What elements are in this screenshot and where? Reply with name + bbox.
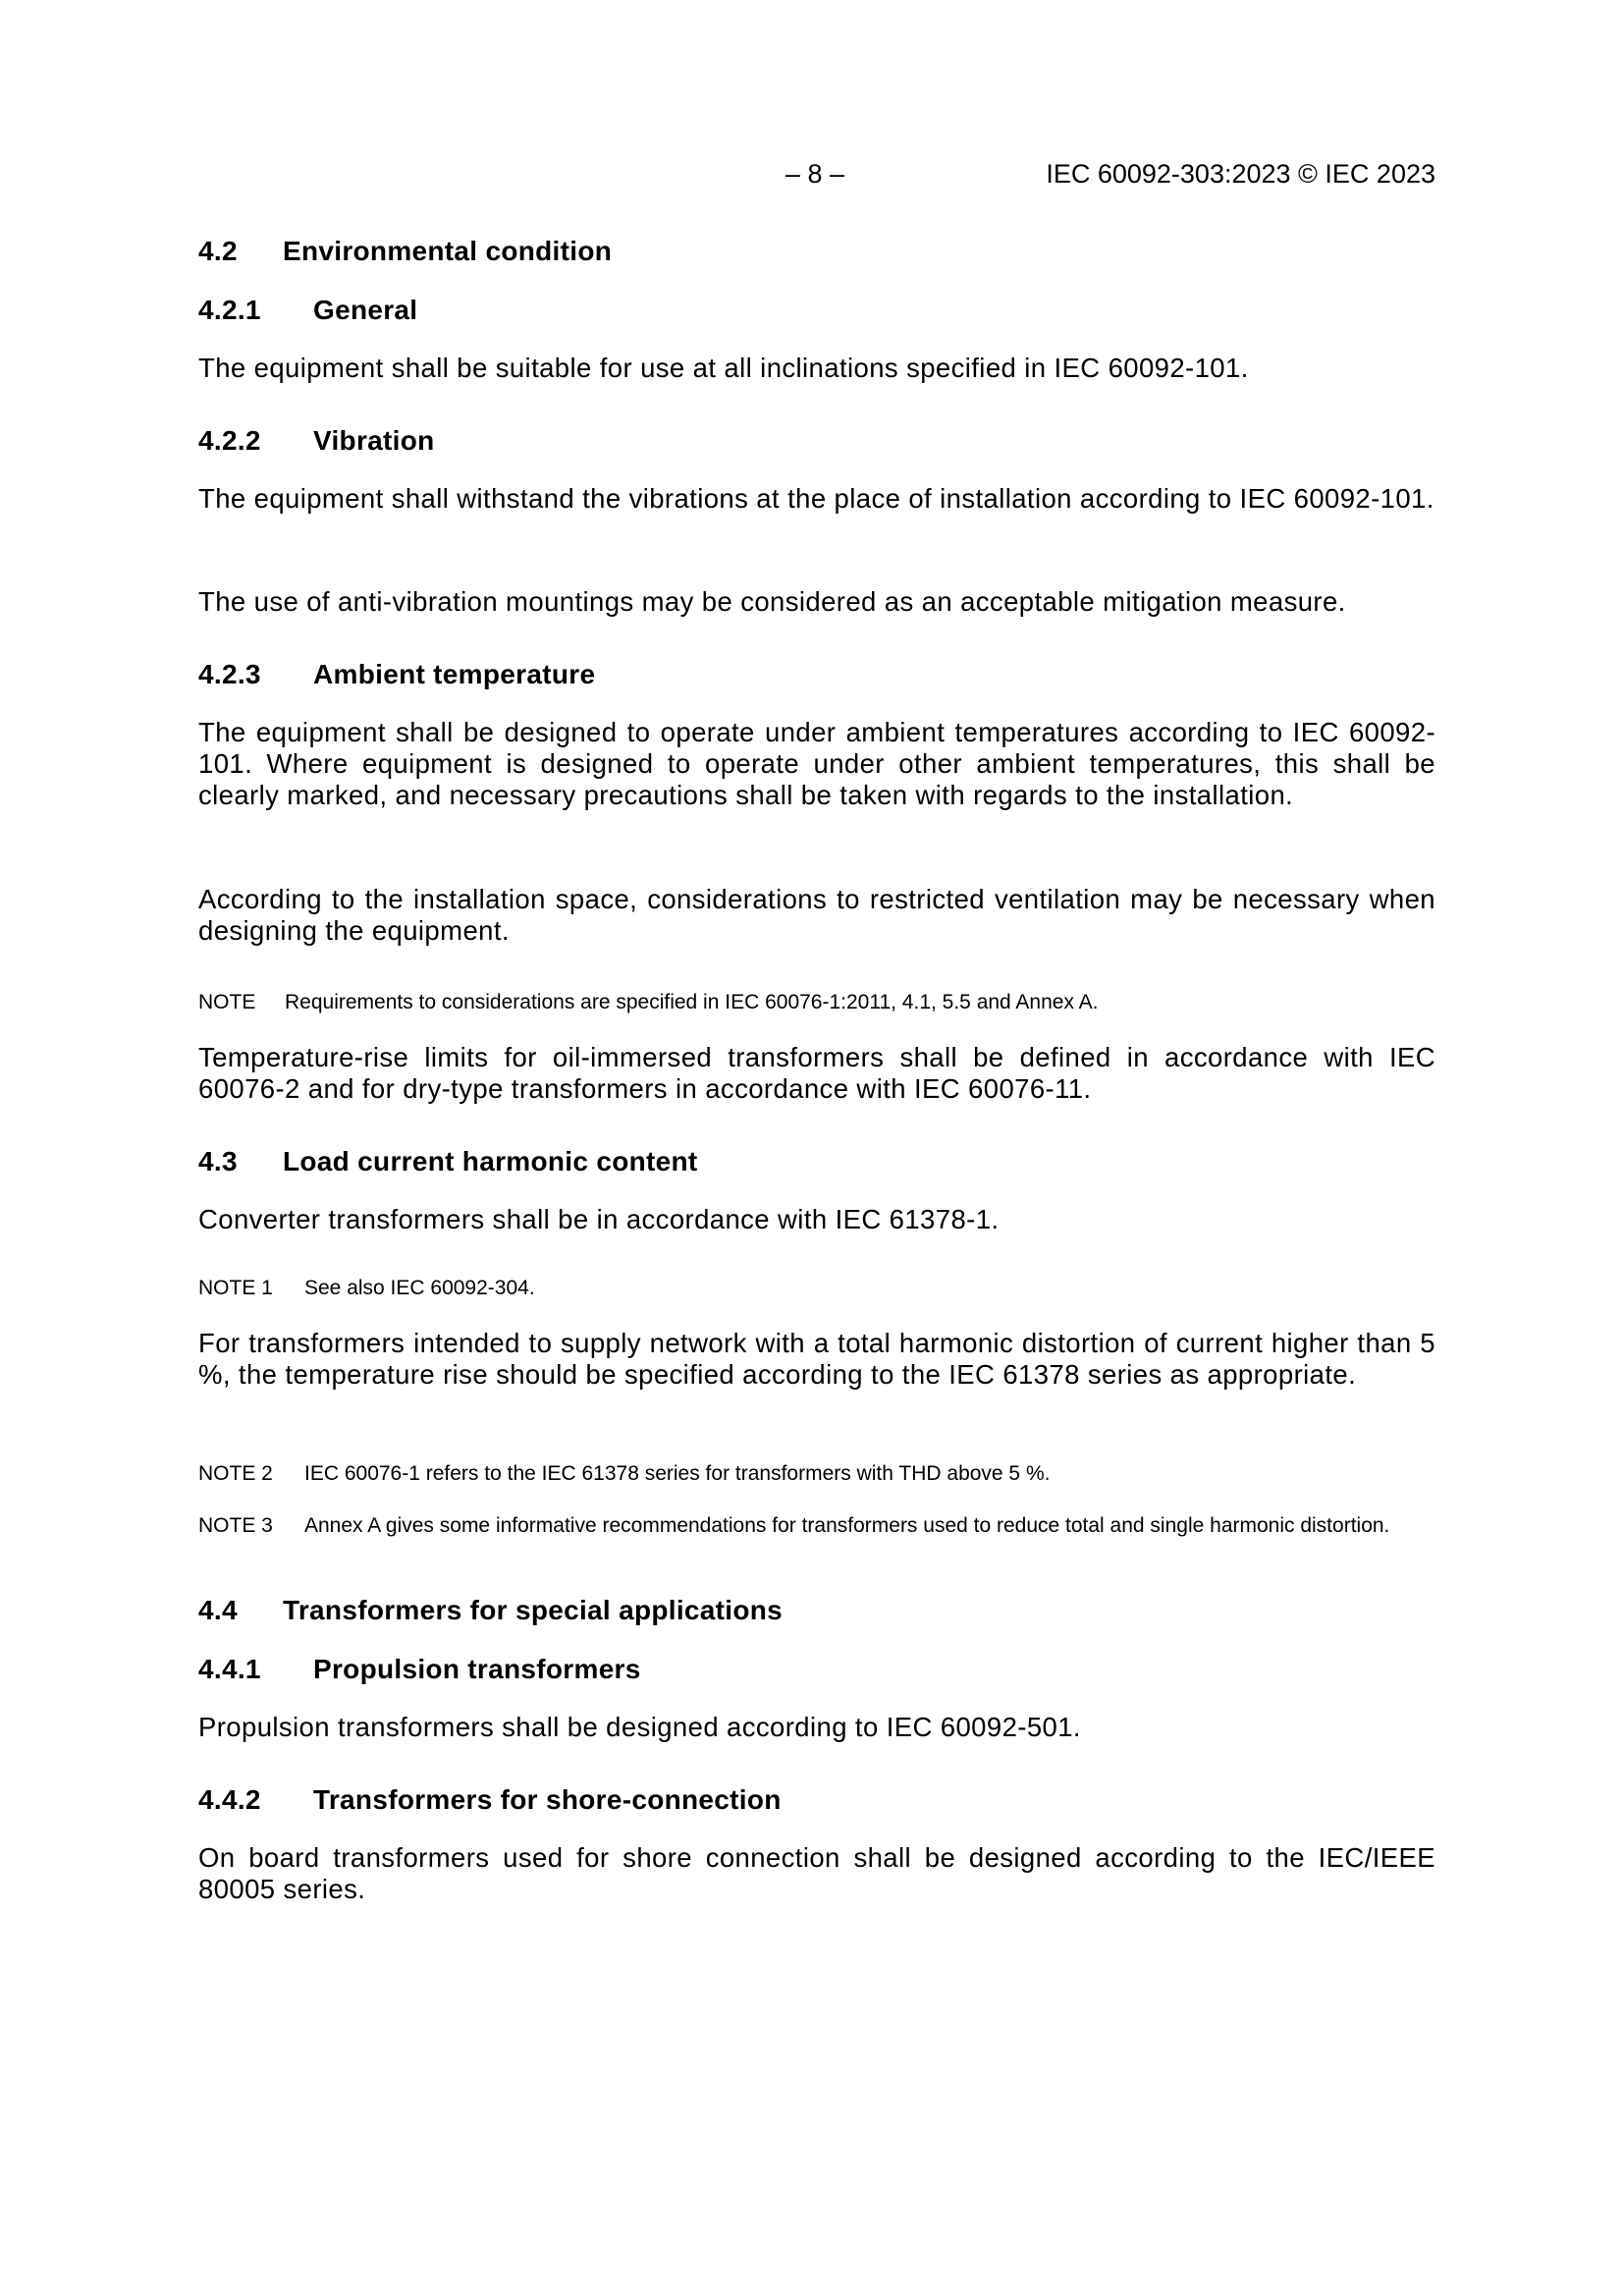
heading-4-2-2 bbox=[198, 425, 435, 457]
note bbox=[198, 1461, 1435, 1487]
note-text: See also IEC 60092-304. bbox=[304, 1277, 535, 1299]
paragraph: The equipment shall be designed to operate under ambient temperatures according to IEC 60092-101. Where equipment is designed to operate under other ambient temperatures, this shall be clearly marked, and necessary precautions shall be taken with regards to the installation. bbox=[198, 717, 1435, 810]
heading-4-4-2 bbox=[198, 1784, 782, 1816]
heading-number: 4.2.3 bbox=[198, 659, 261, 689]
running-header bbox=[198, 159, 1435, 194]
heading-number: 4.2 bbox=[198, 236, 238, 266]
heading-4-2-3 bbox=[198, 659, 595, 690]
paragraph: Propulsion transformers shall be designed according to IEC 60092-501. bbox=[198, 1712, 1081, 1742]
heading-title: Transformers for shore-connection bbox=[313, 1784, 782, 1815]
heading-4-2 bbox=[198, 236, 612, 267]
note-label: NOTE 1 bbox=[198, 1277, 273, 1299]
note bbox=[198, 1276, 1435, 1301]
paragraph: For transformers intended to supply network with a total harmonic distortion of current higher than 5 %, the temperature rise should be specified according to the IEC 61378 series as appropriate. bbox=[198, 1328, 1435, 1390]
heading-title: Environmental condition bbox=[283, 236, 613, 266]
heading-4-2-1 bbox=[198, 295, 417, 326]
paragraph: Converter transformers shall be in accordance with IEC 61378-1. bbox=[198, 1204, 1000, 1234]
note bbox=[198, 1513, 1435, 1539]
heading-title: Propulsion transformers bbox=[313, 1654, 641, 1684]
paragraph: The equipment shall be suitable for use at all inclinations specified in IEC 60092-101. bbox=[198, 353, 1249, 383]
page-number: – 8 – bbox=[785, 159, 845, 189]
heading-title: Vibration bbox=[313, 425, 435, 456]
note bbox=[198, 990, 1435, 1015]
note-text: IEC 60076-1 refers to the IEC 61378 series for transformers with THD above 5 %. bbox=[304, 1462, 1051, 1485]
heading-title: Transformers for special applications bbox=[283, 1595, 784, 1625]
heading-number: 4.4 bbox=[198, 1595, 238, 1625]
heading-number: 4.4.1 bbox=[198, 1654, 261, 1684]
document-page bbox=[198, 0, 1435, 2296]
heading-4-3 bbox=[198, 1146, 698, 1177]
heading-title: General bbox=[313, 295, 418, 325]
heading-number: 4.3 bbox=[198, 1146, 238, 1176]
paragraph: On board transformers used for shore connection shall be designed according to the IEC/IEEE 80005 series. bbox=[198, 1842, 1435, 1904]
heading-number: 4.2.1 bbox=[198, 295, 261, 325]
note-text: Requirements to considerations are specified in IEC 60076-1:2011, 4.1, 5.5 and Annex A. bbox=[285, 991, 1099, 1013]
heading-title: Ambient temperature bbox=[313, 659, 596, 689]
note-label: NOTE 3 bbox=[198, 1514, 273, 1537]
document-reference: IEC 60092-303:2023 © IEC 2023 bbox=[1046, 159, 1435, 189]
note-label: NOTE bbox=[198, 991, 256, 1013]
heading-title: Load current harmonic content bbox=[283, 1146, 698, 1176]
paragraph: Temperature-rise limits for oil-immersed transformers shall be defined in accordance with IEC 60076-2 and for dry-type transformers in accordance with IEC 60076-11. bbox=[198, 1042, 1435, 1104]
heading-4-4 bbox=[198, 1595, 783, 1626]
note-label: NOTE 2 bbox=[198, 1462, 273, 1485]
paragraph: The use of anti-vibration mountings may be considered as an acceptable mitigation measure. bbox=[198, 586, 1346, 617]
heading-4-4-1 bbox=[198, 1654, 641, 1685]
note-text: Annex A gives some informative recommendations for transformers used to reduce total and single harmonic distortion. bbox=[304, 1514, 1390, 1537]
paragraph: The equipment shall withstand the vibrations at the place of installation according to IEC 60092-101. bbox=[198, 483, 1434, 514]
paragraph: According to the installation space, considerations to restricted ventilation may be necessary when designing the equipment. bbox=[198, 884, 1435, 946]
heading-number: 4.2.2 bbox=[198, 425, 261, 456]
heading-number: 4.4.2 bbox=[198, 1784, 261, 1815]
